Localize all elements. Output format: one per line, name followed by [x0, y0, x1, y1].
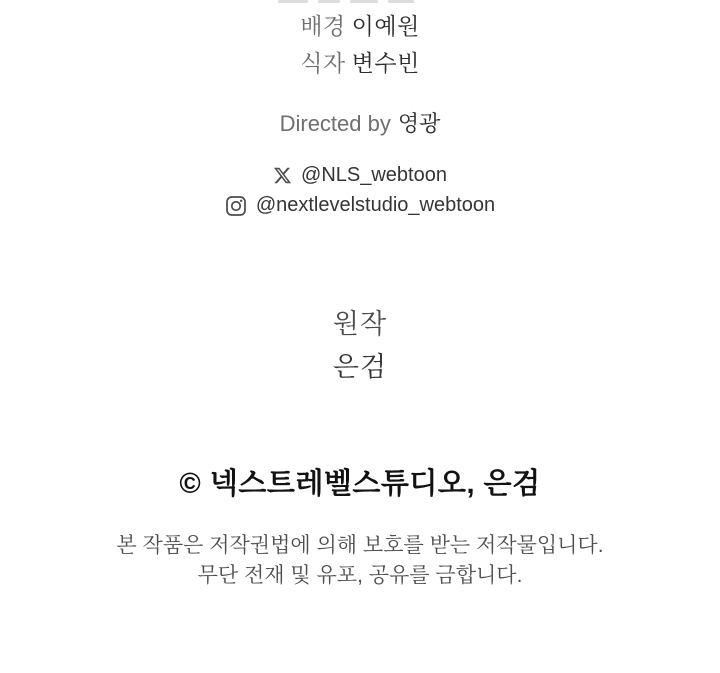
credit-person-name: 이예원 [351, 13, 420, 39]
social-line-x [0, 164, 720, 187]
directed-by-line [0, 107, 720, 138]
credit-role-label: 식자 [300, 50, 346, 76]
instagram-handle: @nextlevelstudio_webtoon [255, 194, 496, 216]
instagram-logo-icon [225, 195, 247, 217]
original-work-label: 원작 [332, 309, 388, 339]
legal-notice-line2: 무단 전재 및 유포, 공유를 금합니다. [197, 564, 523, 587]
director-name: 영광 [397, 111, 441, 136]
copyright-line: © 넥스트레벨스튜디오, 은검 [179, 468, 541, 500]
original-work-author: 은검 [332, 352, 388, 382]
credit-person-name: 변수빈 [351, 50, 420, 76]
directed-by-label: Directed by [279, 111, 391, 136]
credit-line-lettering [0, 45, 720, 78]
credit-role-label: 배경 [300, 13, 346, 39]
legal-notice-line1: 본 작품은 저작권법에 의해 보호를 받는 저작물입니다. [116, 534, 604, 557]
x-handle: @NLS_webtoon [301, 164, 447, 186]
social-line-instagram [0, 194, 720, 217]
credit-line-background [0, 8, 720, 41]
x-logo-icon [273, 166, 292, 185]
